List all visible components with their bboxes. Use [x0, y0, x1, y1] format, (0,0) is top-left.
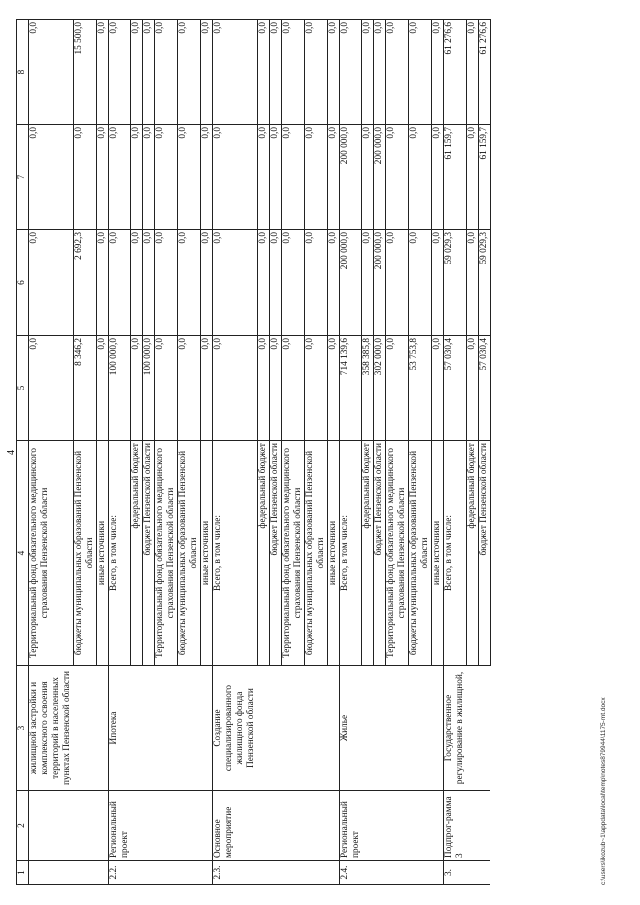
table-cell: иные источники	[432, 441, 444, 666]
table-row	[444, 20, 467, 885]
table-cell: бюджет Пензенской области	[374, 441, 386, 666]
table-row	[409, 20, 432, 885]
table-cell: 0,0	[386, 125, 409, 230]
table-cell: Жилье	[339, 666, 362, 791]
table-cell: 0,0	[281, 336, 304, 441]
table-cell: 0,0	[409, 230, 432, 336]
table-cell	[178, 861, 201, 885]
table-cell: 0,0	[143, 125, 155, 230]
table-cell: 8 346,2	[73, 336, 96, 441]
table-cell: иные источники	[201, 441, 213, 666]
table-row	[386, 20, 409, 885]
table-cell	[269, 791, 281, 861]
table-cell: Всего, в том числе:	[108, 441, 131, 666]
table-cell: 3.	[444, 861, 467, 885]
table-cell: бюджеты муниципальных образований Пензенской области	[73, 441, 96, 666]
table-cell: Территориальный фонд обязательного медицинского страхования Пензенской области	[386, 441, 409, 666]
table-cell	[409, 861, 432, 885]
table-cell	[96, 791, 108, 861]
table-cell	[257, 791, 269, 861]
header-cell: 6	[17, 230, 29, 336]
table-cell: 0,0	[269, 20, 281, 125]
table-cell: Подпрог-рамма 3	[444, 791, 467, 861]
table-cell	[201, 791, 213, 861]
table-cell	[327, 791, 339, 861]
table-row	[374, 20, 386, 885]
table-cell: 0,0	[201, 336, 213, 441]
table-cell: Ипотека	[108, 666, 131, 791]
table-cell: 0,0	[178, 125, 201, 230]
table-cell: 0,0	[108, 125, 131, 230]
table-cell: 100 000,0	[108, 336, 131, 441]
table-cell	[362, 861, 374, 885]
table-cell	[327, 666, 339, 791]
table-cell	[29, 861, 74, 885]
table-cell: 0,0	[29, 125, 74, 230]
table-cell: Государственное регулирование в жилищной,	[444, 666, 467, 791]
table-cell	[155, 791, 178, 861]
table-cell: 0,0	[386, 230, 409, 336]
table-cell: 53 753,8	[409, 336, 432, 441]
table-cell	[362, 666, 374, 791]
table-cell	[466, 666, 478, 791]
table-cell	[281, 861, 304, 885]
table-cell	[478, 666, 490, 791]
table-cell: 0,0	[304, 230, 327, 336]
table-cell	[131, 861, 143, 885]
table-cell: бюджеты муниципальных образований Пензенской области	[409, 441, 432, 666]
table-cell: 200 000,0	[339, 125, 362, 230]
table-row	[304, 20, 327, 885]
table-row	[155, 20, 178, 885]
header-cell: 5	[17, 336, 29, 441]
table-cell: 0,0	[327, 125, 339, 230]
table-cell: 0,0	[257, 125, 269, 230]
table-cell: 0,0	[257, 230, 269, 336]
table-cell: 57 030,4	[444, 336, 467, 441]
table-cell: 0,0	[143, 230, 155, 336]
table-cell	[409, 666, 432, 791]
table-cell: 2.4.	[339, 861, 362, 885]
table-cell: 0,0	[29, 20, 74, 125]
table-cell	[409, 791, 432, 861]
table-cell: 0,0	[213, 336, 258, 441]
table-cell: 0,0	[96, 230, 108, 336]
table-cell: 0,0	[269, 125, 281, 230]
table-row	[178, 20, 201, 885]
table-cell: 0,0	[73, 125, 96, 230]
table-cell: бюджет Пензенской области	[143, 441, 155, 666]
header-row	[17, 20, 29, 885]
table-cell	[73, 791, 96, 861]
table-row	[466, 20, 478, 885]
table-cell: 0,0	[339, 20, 362, 125]
table-cell: 59 029,3	[478, 230, 490, 336]
table-cell: 0,0	[327, 230, 339, 336]
table-row	[131, 20, 143, 885]
table-cell: 0,0	[432, 336, 444, 441]
table-cell	[362, 791, 374, 861]
table-cell: 200 000,0	[374, 230, 386, 336]
file-path-footer: c:\users\ikozub~1\appdata\local\temp\notes879944\1175-mt.docx	[600, 697, 607, 885]
table-cell: 0,0	[466, 336, 478, 441]
table-cell	[143, 861, 155, 885]
table-cell: 0,0	[281, 20, 304, 125]
table-cell: Всего, в том числе:	[444, 441, 467, 666]
table-cell: 57 030,4	[478, 336, 490, 441]
table-row	[108, 20, 131, 885]
table-cell	[432, 861, 444, 885]
table-cell: Региональный проект	[108, 791, 131, 861]
table-cell	[96, 861, 108, 885]
table-cell	[281, 666, 304, 791]
table-cell: 0,0	[257, 20, 269, 125]
table-cell: Всего, в том числе:	[213, 441, 258, 666]
table-cell	[178, 791, 201, 861]
table-cell: 0,0	[201, 20, 213, 125]
table-cell: 0,0	[304, 336, 327, 441]
table-cell: 0,0	[409, 125, 432, 230]
table-cell: 0,0	[96, 125, 108, 230]
table-row	[339, 20, 362, 885]
table-cell: 0,0	[155, 20, 178, 125]
table-cell: 0,0	[374, 20, 386, 125]
header-cell: 7	[17, 125, 29, 230]
table-row	[29, 20, 74, 885]
table-cell: бюджет Пензенской области	[269, 441, 281, 666]
table-cell: федеральный бюджет	[131, 441, 143, 666]
table-cell	[178, 666, 201, 791]
table-cell	[478, 791, 490, 861]
table-cell	[96, 666, 108, 791]
table-cell: 200 000,0	[374, 125, 386, 230]
table-cell: 15 500,0	[73, 20, 96, 125]
table-cell: 0,0	[466, 20, 478, 125]
table-cell: 714 139,6	[339, 336, 362, 441]
table-cell: 0,0	[269, 230, 281, 336]
table-row	[73, 20, 96, 885]
table-cell: 0,0	[131, 20, 143, 125]
table-cell	[29, 791, 74, 861]
table-cell	[432, 791, 444, 861]
table-cell: 0,0	[108, 20, 131, 125]
header-cell: 3	[17, 666, 29, 791]
table-cell	[257, 861, 269, 885]
table-cell: 0,0	[178, 20, 201, 125]
table-cell: 0,0	[466, 230, 478, 336]
budget-table	[16, 19, 491, 885]
table-cell	[73, 861, 96, 885]
table-row	[143, 20, 155, 885]
table-cell: 0,0	[409, 20, 432, 125]
table-cell	[201, 861, 213, 885]
page-number: 4	[6, 450, 17, 455]
table-cell: Территориальный фонд обязательного медицинского страхования Пензенской области	[29, 441, 74, 666]
table-row	[201, 20, 213, 885]
table-cell	[327, 861, 339, 885]
table-cell: федеральный бюджет	[257, 441, 269, 666]
table-cell: 0,0	[155, 336, 178, 441]
table-cell: 0,0	[143, 20, 155, 125]
table-cell: 2.2.	[108, 861, 131, 885]
table-cell: иные источники	[327, 441, 339, 666]
table-cell: 61 276,6	[444, 20, 467, 125]
table-cell: жилищной застройки и комплексного освоения территорий в населенных пунктах Пензенской области	[29, 666, 74, 791]
table-cell	[374, 791, 386, 861]
table-cell: иные источники	[96, 441, 108, 666]
table-cell	[155, 861, 178, 885]
table-cell	[466, 861, 478, 885]
table-cell: 0,0	[386, 20, 409, 125]
table-cell: 0,0	[432, 125, 444, 230]
table-cell	[269, 666, 281, 791]
table-cell: 0,0	[155, 230, 178, 336]
table-cell: 0,0	[201, 230, 213, 336]
table-cell: Региональный проект	[339, 791, 362, 861]
table-cell: 0,0	[281, 125, 304, 230]
table-cell: 61 159,7	[478, 125, 490, 230]
table-cell: 2 692,3	[73, 230, 96, 336]
table-cell: 0,0	[386, 336, 409, 441]
table-cell: 0,0	[29, 336, 74, 441]
table-cell: Создание специализированного жилищного фонда Пензенской области	[213, 666, 258, 791]
table-cell	[386, 791, 409, 861]
table-cell: бюджеты муниципальных образований Пензенской области	[178, 441, 201, 666]
table-row	[257, 20, 269, 885]
header-cell: 8	[17, 20, 29, 125]
table-cell: Территориальный фонд обязательного медицинского страхования Пензенской области	[281, 441, 304, 666]
table-cell	[257, 666, 269, 791]
table-row	[96, 20, 108, 885]
table-row	[281, 20, 304, 885]
table-cell: 0,0	[96, 20, 108, 125]
table-cell	[466, 791, 478, 861]
table-row	[327, 20, 339, 885]
table-cell	[143, 666, 155, 791]
table-cell: 0,0	[29, 230, 74, 336]
table-cell	[143, 791, 155, 861]
table-cell: 0,0	[131, 336, 143, 441]
table-cell: 0,0	[304, 20, 327, 125]
table-cell: 0,0	[432, 20, 444, 125]
table-cell	[374, 666, 386, 791]
table-cell	[155, 666, 178, 791]
header-cell: 2	[17, 791, 29, 861]
table-cell: 59 029,3	[444, 230, 467, 336]
header-cell: 4	[17, 441, 29, 666]
table-cell	[478, 861, 490, 885]
table-cell: федеральный бюджет	[362, 441, 374, 666]
table-row	[362, 20, 374, 885]
table-cell: 358 385,8	[362, 336, 374, 441]
table-cell: 0,0	[96, 336, 108, 441]
table-cell	[432, 666, 444, 791]
table-row	[432, 20, 444, 885]
table-cell	[269, 861, 281, 885]
table-cell: 100 000,0	[143, 336, 155, 441]
table-cell: 0,0	[432, 230, 444, 336]
table-cell: 0,0	[213, 230, 258, 336]
table-row	[478, 20, 490, 885]
table-cell: 0,0	[201, 125, 213, 230]
table-cell: 2.3.	[213, 861, 258, 885]
table-cell: 302 000,0	[374, 336, 386, 441]
table-cell	[131, 666, 143, 791]
table-cell: 0,0	[213, 125, 258, 230]
table-body	[17, 20, 491, 885]
table-cell: бюджет Пензенской области	[478, 441, 490, 666]
table-cell: 0,0	[362, 125, 374, 230]
table-cell	[304, 791, 327, 861]
table-cell	[386, 861, 409, 885]
table-cell: 0,0	[362, 20, 374, 125]
table-cell: Всего, в том числе:	[339, 441, 362, 666]
table-cell: 0,0	[362, 230, 374, 336]
table-cell: 0,0	[466, 125, 478, 230]
table-cell: 0,0	[178, 336, 201, 441]
table-cell	[386, 666, 409, 791]
table-cell	[281, 791, 304, 861]
table-cell	[201, 666, 213, 791]
table-cell: 0,0	[327, 20, 339, 125]
table-cell	[304, 861, 327, 885]
table-cell: 0,0	[108, 230, 131, 336]
table-cell	[73, 666, 96, 791]
table-cell: 0,0	[257, 336, 269, 441]
table-cell: 61 159,7	[444, 125, 467, 230]
table-cell	[374, 861, 386, 885]
table-cell: 0,0	[281, 230, 304, 336]
table-cell: 200 000,0	[339, 230, 362, 336]
table-cell: 0,0	[304, 125, 327, 230]
table-row	[269, 20, 281, 885]
table-cell: 0,0	[131, 125, 143, 230]
table-cell	[304, 666, 327, 791]
table-cell: федеральный бюджет	[466, 441, 478, 666]
table-cell: 0,0	[269, 336, 281, 441]
header-cell: 1	[17, 861, 29, 885]
table-cell: 0,0	[178, 230, 201, 336]
table-cell: Территориальный фонд обязательного медицинского страхования Пензенской области	[155, 441, 178, 666]
table-cell: 0,0	[155, 125, 178, 230]
table-cell: Основное мероприятие	[213, 791, 258, 861]
table-cell: бюджеты муниципальных образований Пензенской области	[304, 441, 327, 666]
table-cell: 0,0	[327, 336, 339, 441]
table-row	[213, 20, 258, 885]
table-cell: 61 276,6	[478, 20, 490, 125]
table-cell: 0,0	[131, 230, 143, 336]
table-cell	[131, 791, 143, 861]
table-cell: 0,0	[213, 20, 258, 125]
